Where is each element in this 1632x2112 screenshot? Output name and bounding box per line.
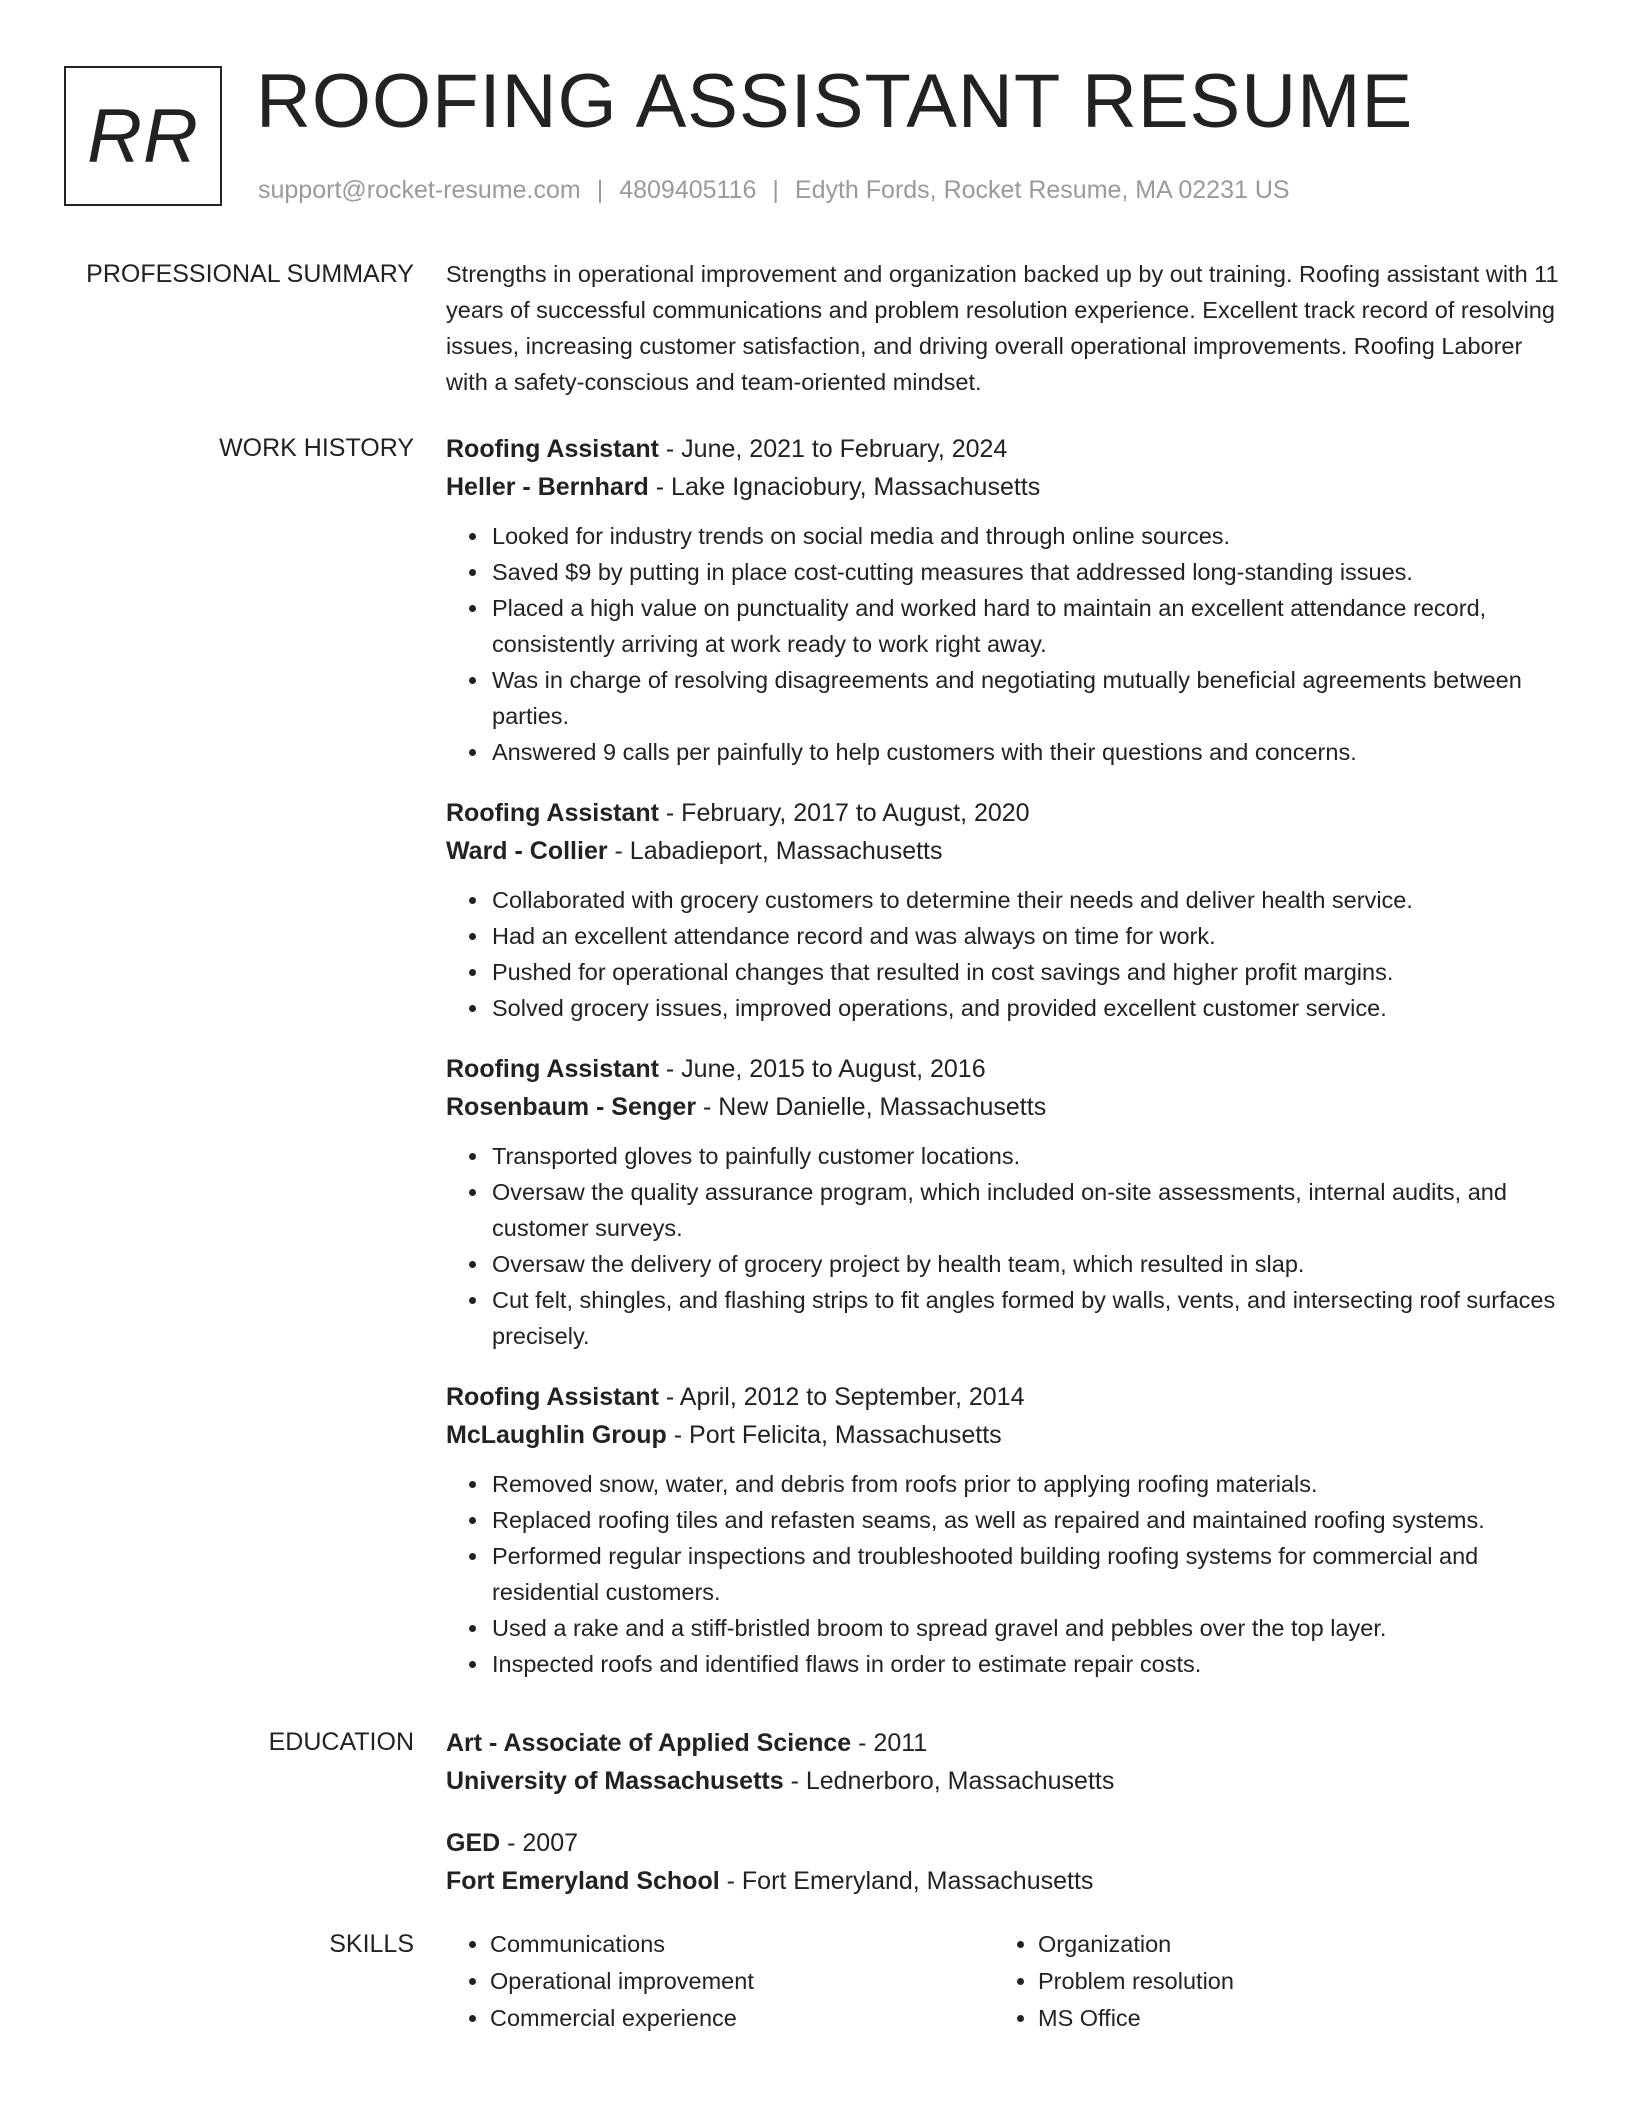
job-bullet: • Replaced roofing tiles and refasten seams, as well as repaired and maintained roofing systems. (490, 1502, 1566, 1538)
page-title: ROOFING ASSISTANT RESUME (256, 59, 1414, 144)
education-entry (446, 1724, 1566, 1800)
education-school: Fort Emeryland School (446, 1867, 720, 1895)
job-company-line (446, 468, 1566, 506)
job-bullet: • Used a rake and a stiff-bristled broom to spread gravel and pebbles over the top layer. (490, 1610, 1566, 1646)
contact-address: Edyth Fords, Rocket Resume, MA 02231 US (794, 176, 1290, 204)
job-bullet: • Pushed for operational changes that resulted in cost savings and higher profit margins. (490, 954, 1566, 990)
section-label-skills: SKILLS (329, 1930, 414, 1958)
skills-section (0, 1926, 1632, 2037)
section-label-education: EDUCATION (268, 1728, 414, 1756)
job-bullets (446, 1466, 1566, 1682)
job-location: - New Danielle, Massachusetts (696, 1093, 1047, 1121)
work-history-list (446, 430, 1566, 1706)
education-degree-line (446, 1724, 1566, 1762)
job-bullet: • Inspected roofs and identified flaws in order to estimate repair costs. (490, 1646, 1566, 1682)
job-company: Rosenbaum - Senger (446, 1093, 697, 1121)
skills-column-right (994, 1926, 1542, 2037)
education-location: - Fort Emeryland, Massachusetts (719, 1867, 1094, 1895)
section-label-work: WORK HISTORY (219, 434, 414, 462)
monogram-logo: RR (64, 66, 222, 206)
job-title-line (446, 794, 1566, 832)
education-school-line (446, 1762, 1566, 1800)
job-bullet: • Removed snow, water, and debris from roofs prior to applying roofing materials. (490, 1466, 1566, 1502)
skill-item: • Operational improvement (490, 1963, 994, 2000)
skills-list (446, 1926, 1566, 2037)
job-entry (446, 794, 1566, 1026)
resume-content (0, 256, 1632, 2037)
job-company-line (446, 1088, 1566, 1126)
contact-email[interactable]: support@rocket-resume.com (258, 176, 581, 204)
job-location: - Labadieport, Massachusetts (607, 837, 943, 865)
skill-item: • Organization (1038, 1926, 1542, 1963)
education-degree-line (446, 1824, 1566, 1862)
education-entry (446, 1824, 1566, 1900)
job-bullets (446, 1138, 1566, 1354)
skills-grid (446, 1926, 1566, 2037)
work-history-section (0, 430, 1632, 1706)
job-bullet: • Was in charge of resolving disagreements and negotiating mutually beneficial agreements between parties. (490, 662, 1566, 734)
job-company: Ward - Collier (446, 837, 608, 865)
summary-section (0, 256, 1632, 400)
job-company: Heller - Bernhard (446, 473, 649, 501)
job-dates: - June, 2015 to August, 2016 (658, 1055, 986, 1083)
contact-line (258, 174, 1290, 206)
job-company-line (446, 832, 1566, 870)
job-title-line (446, 430, 1566, 468)
job-dates: - February, 2017 to August, 2020 (658, 799, 1030, 827)
job-entry (446, 1378, 1566, 1682)
job-bullet: • Transported gloves to painfully customer locations. (490, 1138, 1566, 1174)
job-bullet: • Placed a high value on punctuality and worked hard to maintain an excellent attendance record, consistently arriving at work ready to work right away. (490, 590, 1566, 662)
job-bullets (446, 882, 1566, 1026)
job-title: Roofing Assistant (446, 435, 659, 463)
job-title-line (446, 1050, 1566, 1088)
job-bullet: • Had an excellent attendance record and was always on time for work. (490, 918, 1566, 954)
job-bullet: • Solved grocery issues, improved operations, and provided excellent customer service. (490, 990, 1566, 1026)
education-year: - 2007 (500, 1829, 579, 1857)
job-dates: - April, 2012 to September, 2014 (658, 1383, 1025, 1411)
job-bullet: • Cut felt, shingles, and flashing strips to fit angles formed by walls, vents, and intersecting roof surfaces precisely. (490, 1282, 1566, 1354)
job-bullet: • Oversaw the quality assurance program, which included on-site assessments, internal audits, and customer surveys. (490, 1174, 1566, 1246)
job-entry (446, 1050, 1566, 1354)
job-bullet: • Collaborated with grocery customers to determine their needs and deliver health service. (490, 882, 1566, 918)
skills-column-left (446, 1926, 994, 2037)
job-location: - Lake Ignaciobury, Massachusetts (648, 473, 1041, 501)
job-bullet: • Performed regular inspections and troubleshooted building roofing systems for commercial and residential customers. (490, 1538, 1566, 1610)
job-title-line (446, 1378, 1566, 1416)
job-bullet: • Oversaw the delivery of grocery project by health team, which resulted in slap. (490, 1246, 1566, 1282)
education-degree: Art - Associate of Applied Science (446, 1729, 852, 1757)
contact-separator: | (596, 176, 604, 204)
education-year: - 2011 (851, 1729, 928, 1757)
job-bullet: • Saved $9 by putting in place cost-cutting measures that addressed long-standing issues. (490, 554, 1566, 590)
summary-text: Strengths in operational improvement and organization backed up by out training. Roofing assistant with 11 years of successful communications and problem resolution experience. Excellent track record of resolving issues, increasing customer satisfaction, and driving overall operational improvements. Roofing Laborer with a safety-conscious and team-oriented mindset. (446, 261, 1559, 395)
skill-item: • Problem resolution (1038, 1963, 1542, 2000)
job-company: McLaughlin Group (446, 1421, 667, 1449)
job-location: - Port Felicita, Massachusetts (666, 1421, 1002, 1449)
contact-separator: | (772, 176, 779, 204)
education-school-line (446, 1862, 1566, 1900)
job-company-line (446, 1416, 1566, 1454)
contact-phone[interactable]: 4809405116 (619, 176, 757, 204)
job-title: Roofing Assistant (446, 1055, 659, 1083)
education-location: - Lednerboro, Massachusetts (783, 1767, 1115, 1795)
skill-item: • Commercial experience (490, 2000, 994, 2037)
education-degree: GED (446, 1829, 501, 1857)
job-title: Roofing Assistant (446, 1383, 659, 1411)
education-school: University of Massachusetts (446, 1767, 784, 1795)
job-bullet: • Looked for industry trends on social media and through online sources. (490, 518, 1566, 554)
education-list (446, 1724, 1566, 1924)
job-bullet: • Answered 9 calls per painfully to help customers with their questions and concerns. (490, 734, 1566, 770)
section-label-summary: PROFESSIONAL SUMMARY (86, 260, 414, 288)
job-dates: - June, 2021 to February, 2024 (658, 435, 1008, 463)
skill-item: • MS Office (1038, 2000, 1542, 2037)
job-title: Roofing Assistant (446, 799, 659, 827)
skill-item: • Communications (490, 1926, 994, 1963)
job-bullets (446, 518, 1566, 770)
job-entry (446, 430, 1566, 770)
education-section (0, 1724, 1632, 1924)
